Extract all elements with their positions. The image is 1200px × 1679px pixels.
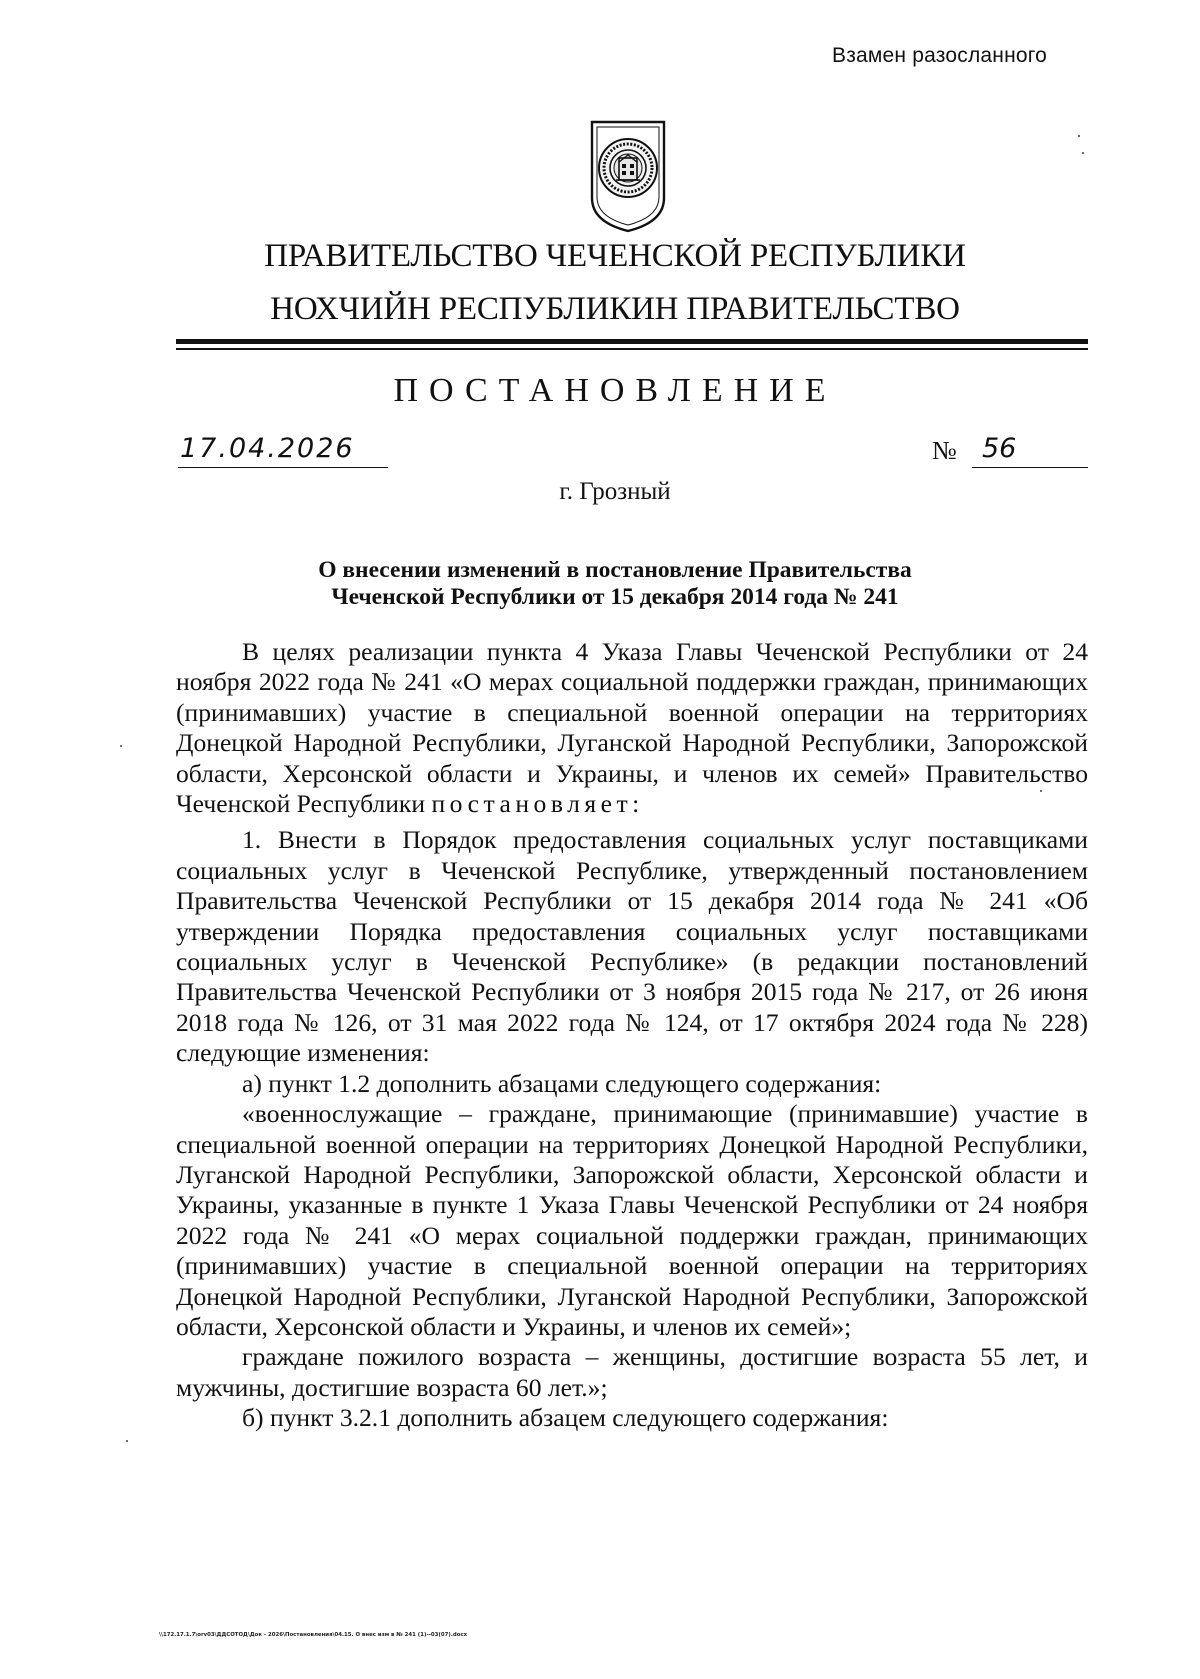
number-underline <box>972 467 1088 468</box>
date-underline <box>178 467 388 468</box>
file-path-footer: \\172.17.1.7\orv03\ДДСОТОД\Док - 2026\Постановления\04.15. О внес изм в № 241 (1)--03(07).docx <box>159 1632 468 1638</box>
scan-speck <box>120 745 122 747</box>
document-title <box>230 557 1000 611</box>
coat-of-arms-icon <box>586 118 670 234</box>
document-type: ПОСТАНОВЛЕНИЕ <box>393 372 837 409</box>
government-name-russian: ПРАВИТЕЛЬСТВО ЧЕЧЕНСКОЙ РЕСПУБЛИКИ <box>264 238 966 274</box>
government-name-chechen: НОХЧИЙН РЕСПУБЛИКИН ПРАВИТЕЛЬСТВО <box>270 291 960 327</box>
city: г. Грозный <box>559 478 671 505</box>
replacement-stamp: Взамен разосланного <box>832 44 1048 67</box>
header-divider-thin <box>176 348 1088 350</box>
paragraph-elderly: граждане пожилого возраста – женщины, достигшие возраста 55 лет, и мужчины, достигшие возраста 60 лет.»; <box>176 1342 1088 1402</box>
title-line-2: Чеченской Республики от 15 декабря 2014 года № 241 <box>331 584 899 610</box>
handwritten-number: 56 <box>982 433 1017 464</box>
paragraph-servicemen: «военнослужащие – граждане, принимающие (принимавшие) участие в специальной военной операции на территориях Донецкой Народной Республики, Луганской Народной Республики, Запорожской области, Херсонской области и Украины, указанные в пункте 1 Указа Главы Чеченской Республики от 24 ноября 2022 года № 241 «О мерах социальной поддержки граждан, принимающих (принимавших) участие в специальной военной операции на территориях Донецкой Народной Республики, Луганской Народной Республики, Запорожской области, Херсонской области и Украины, и членов их семей»; <box>176 1099 1088 1341</box>
scan-speck <box>1040 790 1042 792</box>
scan-speck <box>126 1440 128 1442</box>
scan-speck <box>1078 135 1080 137</box>
resolves-word: постановляет: <box>431 789 644 819</box>
header-divider-thick <box>176 339 1088 344</box>
preamble-paragraph <box>176 637 1088 819</box>
paragraph-a: а) пункт 1.2 дополнить абзацами следующего содержания: <box>242 1068 882 1098</box>
handwritten-date: 17.04.2026 <box>180 433 355 464</box>
preamble-text: В целях реализации пункта 4 Указа Главы Чеченской Республики от 24 ноября 2022 года № 241 «О мерах социальной поддержки граждан, принимающих (принимавших) участие в специальной военной операции на территориях Донецкой Народной Республики, Луганской Народной Республики, Запорожской области, Херсонской области и Украины, и членов их семей» Правительство Чеченской Республики <box>176 637 1088 819</box>
document-body <box>176 637 1088 1434</box>
scan-speck <box>1082 152 1084 154</box>
paragraph-1: 1. Внести в Порядок предоставления социальных услуг поставщиками социальных услуг в Чеченской Республике, утвержденный постановлением Правительства Чеченской Республики от 15 декабря 2014 года № 241 «Об утверждении Порядка предоставления социальных услуг поставщиками социальных услуг в Чеченской Республике» (в редакции постановлений Правительства Чеченской Республики от 3 ноября 2015 года № 217, от 26 июня 2018 года № 126, от 31 мая 2022 года № 124, от 17 октября 2024 года № 228) следующие изменения: <box>176 825 1088 1068</box>
number-label: № <box>932 436 957 465</box>
paragraph-b: б) пункт 3.2.1 дополнить абзацем следующего содержания: <box>242 1403 889 1433</box>
title-line-1: О внесении изменений в постановление Правительства <box>318 557 912 583</box>
